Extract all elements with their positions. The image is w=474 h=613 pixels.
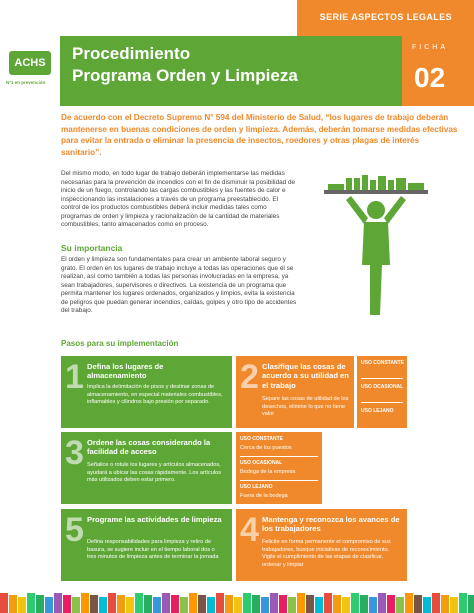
shelf-item-icon bbox=[396, 178, 406, 190]
shelf-item-icon bbox=[354, 178, 360, 190]
uso-panel-b bbox=[236, 432, 322, 504]
pencil-icon bbox=[189, 593, 197, 613]
shelf-item-icon bbox=[328, 184, 344, 190]
divider bbox=[240, 456, 318, 457]
pencil-icon bbox=[63, 595, 71, 613]
step-title: Programe las actividades de limpieza bbox=[87, 515, 222, 524]
step-text: Felicite en forma permanente el compromiso de sus trabajadores, busque iniciativas de reconocimiento. Vigile el cumplimiento de las etapas de clasificar, ordenar y limpiar bbox=[262, 539, 391, 568]
uso-label: USO LEJANO bbox=[240, 484, 273, 490]
divider bbox=[240, 480, 318, 481]
pencil-icon bbox=[207, 597, 215, 613]
body-paragraph: Del mismo modo, en todo lugar de trabajo deberán implementarse las medidas necesarias para la prevención de incendios con el fin de disminuir la posibilidad de inicio de un fuego, controlando las cargas combustibles y las fuentes de calor e inspeccionando las instalaciones a través de un programa preestablecido. El control de los productos combustibles deberá incluir medidas tales como programas de orden y limpieza y racionalización de la cantidad de materiales combustibles, tanto almacenados como en proceso. bbox=[61, 170, 296, 228]
logo bbox=[0, 36, 60, 106]
pencil-icon bbox=[171, 595, 179, 613]
step-text: Defina responsabilidades para limpieza y retiro de basura, se sugiere incluir en el tiempo laboral dos o tres minutos de limpieza antes de terminar la jornada bbox=[87, 539, 219, 561]
pencil-icon bbox=[117, 595, 125, 613]
step-title: Defina los lugares de almacenamiento bbox=[87, 362, 164, 381]
uso-label: USO OCASIONAL bbox=[240, 460, 283, 466]
pencil-icon bbox=[279, 595, 287, 613]
pencil-icon bbox=[270, 593, 278, 613]
step-1 bbox=[61, 356, 232, 428]
uso-value: Bodega de la empresa bbox=[240, 469, 296, 475]
pencil-icon bbox=[450, 597, 458, 613]
pencil-icon bbox=[459, 593, 467, 613]
pencil-icon bbox=[297, 593, 305, 613]
pencil-icon bbox=[153, 597, 161, 613]
pencil-icon bbox=[369, 597, 377, 613]
pencil-icon bbox=[360, 595, 368, 613]
pencil-icon bbox=[243, 593, 251, 613]
logo-badge: ACHS bbox=[9, 51, 51, 75]
step-number: 1 bbox=[65, 358, 84, 396]
uso-value: Cerca de los puestos bbox=[240, 445, 292, 451]
pencil-icon bbox=[27, 593, 35, 613]
pencil-icon bbox=[234, 597, 242, 613]
pencil-icon bbox=[72, 597, 80, 613]
shelf-item-icon bbox=[378, 176, 386, 190]
pencil-icon bbox=[423, 597, 431, 613]
page-header bbox=[0, 36, 474, 106]
logo-tagline: N°1 en prevención bbox=[6, 80, 46, 85]
pencil-icon bbox=[468, 595, 474, 613]
pencil-icon bbox=[441, 595, 449, 613]
pencil-icon bbox=[99, 597, 107, 613]
shelf-item-icon bbox=[370, 180, 376, 190]
uso-value: Fuera de la bodega bbox=[240, 493, 288, 499]
shelf-icon bbox=[324, 190, 428, 194]
pencil-icon bbox=[126, 597, 134, 613]
pencil-icon bbox=[9, 595, 17, 613]
step-5 bbox=[61, 509, 232, 581]
pencil-icon bbox=[108, 593, 116, 613]
pencil-icon bbox=[396, 597, 404, 613]
pencil-icon bbox=[252, 595, 260, 613]
step-number: 5 bbox=[65, 511, 84, 549]
shelf-item-icon bbox=[362, 175, 368, 190]
uso-panel-a bbox=[357, 356, 407, 428]
divider bbox=[361, 378, 403, 379]
shelf-item-icon bbox=[388, 180, 394, 190]
pencil-icon bbox=[198, 595, 206, 613]
importance-heading: Su importancia bbox=[61, 243, 123, 253]
step-number: 3 bbox=[65, 434, 84, 472]
pencil-icon bbox=[81, 593, 89, 613]
pencil-icon bbox=[54, 593, 62, 613]
step-text: Señalice o rotule los lugares y artículos almacenados, ayudará a ubicar las cosas rápidamente. Los artículos más utilizados deben estar primero. bbox=[87, 462, 222, 484]
ficha-number: 02 bbox=[414, 62, 446, 93]
series-label: SERIE ASPECTOS LEGALES bbox=[319, 12, 452, 22]
pencil-icon bbox=[414, 595, 422, 613]
ficha-label: FICHA bbox=[412, 44, 448, 51]
pencil-icon bbox=[45, 597, 53, 613]
step-2 bbox=[236, 356, 354, 428]
pencil-icon bbox=[90, 595, 98, 613]
person-shelf-illustration bbox=[318, 170, 438, 320]
pencil-icon bbox=[306, 595, 314, 613]
page-title-line1: Procedimiento bbox=[72, 44, 191, 63]
pencil-icon bbox=[144, 595, 152, 613]
top-bar bbox=[0, 0, 474, 36]
pencil-icon bbox=[18, 597, 26, 613]
step-text: Implica la delimitación de pisos y destinar zonas de almacenamiento, en especial materiales combustibles, inflamables y cilindros bajo presión por separado. bbox=[87, 384, 223, 406]
pencil-icon bbox=[0, 593, 8, 613]
step-text: Separe las cosas de utilidad de los desechos, elimine lo que no tiene valor bbox=[262, 396, 349, 418]
page-title-line2: Programa Orden y Limpieza bbox=[72, 66, 298, 85]
pencil-icon bbox=[405, 593, 413, 613]
step-title: Ordene las cosas considerando la facilidad de acceso bbox=[87, 438, 211, 457]
person-head-icon bbox=[367, 201, 385, 219]
step-title: Clasifique las cosas de acuerdo a su utilidad en el trabajo bbox=[262, 362, 349, 390]
pencil-icon bbox=[135, 593, 143, 613]
uso-label: USO LEJANO bbox=[361, 408, 394, 414]
pencil-icon bbox=[342, 597, 350, 613]
shelf-item-icon bbox=[346, 178, 352, 190]
pencil-icon bbox=[36, 595, 44, 613]
pencil-icon bbox=[432, 593, 440, 613]
intro-paragraph: De acuerdo con el Decreto Supremo N° 594 del Ministerio de Salud, “los lugares de trabajo deberán mantenerse en buenas condiciones de orden y limpieza. Además, deberán tomarse medidas efectivas para evitar la entrada o eliminar la presencia de insectos, roedores y otras plagas de interés sanitario”. bbox=[61, 113, 458, 157]
pencil-icon bbox=[351, 593, 359, 613]
pencil-icon bbox=[216, 593, 224, 613]
decorative-pencils bbox=[0, 590, 474, 613]
pencil-icon bbox=[333, 595, 341, 613]
step-title: Mantenga y reconozca los avances de los trabajadores bbox=[262, 515, 400, 534]
steps-heading: Pasos para su implementación bbox=[61, 339, 179, 348]
pencil-icon bbox=[288, 597, 296, 613]
uso-label: USO OCASIONAL bbox=[361, 384, 404, 390]
uso-label: USO CONSTANTE bbox=[240, 436, 283, 442]
uso-label: USO CONSTANTE bbox=[361, 360, 404, 366]
person-arm-icon bbox=[384, 196, 406, 224]
person-body-icon bbox=[362, 222, 390, 315]
step-number: 2 bbox=[240, 358, 259, 396]
pencil-icon bbox=[378, 593, 386, 613]
person-arm-icon bbox=[346, 196, 368, 224]
pencil-icon bbox=[315, 597, 323, 613]
pencil-icon bbox=[261, 597, 269, 613]
step-4 bbox=[236, 509, 407, 581]
divider bbox=[361, 402, 403, 403]
step-number: 4 bbox=[240, 511, 259, 549]
step-3 bbox=[61, 432, 232, 504]
shelf-item-icon bbox=[408, 183, 424, 190]
pencil-icon bbox=[162, 593, 170, 613]
importance-paragraph: El orden y limpieza son fundamentales para crear un ambiente laboral seguro y grato. El orden en los lugares de trabajo incluye a todas las operaciones que él se realizan, así como también a todas las personas involucradas en la empresa, ya sean trabajadores, supervisores o directivos. La existencia de un programa que permita mantener los lugares ordenados, organizados y limpios, evita la existencia de peligros que puedan generar incendios, caídas, golpes y otro tipo de accidentes del trabajo. bbox=[61, 256, 297, 314]
pencil-icon bbox=[387, 595, 395, 613]
pencil-icon bbox=[180, 597, 188, 613]
pencil-icon bbox=[324, 593, 332, 613]
pencil-icon bbox=[225, 595, 233, 613]
